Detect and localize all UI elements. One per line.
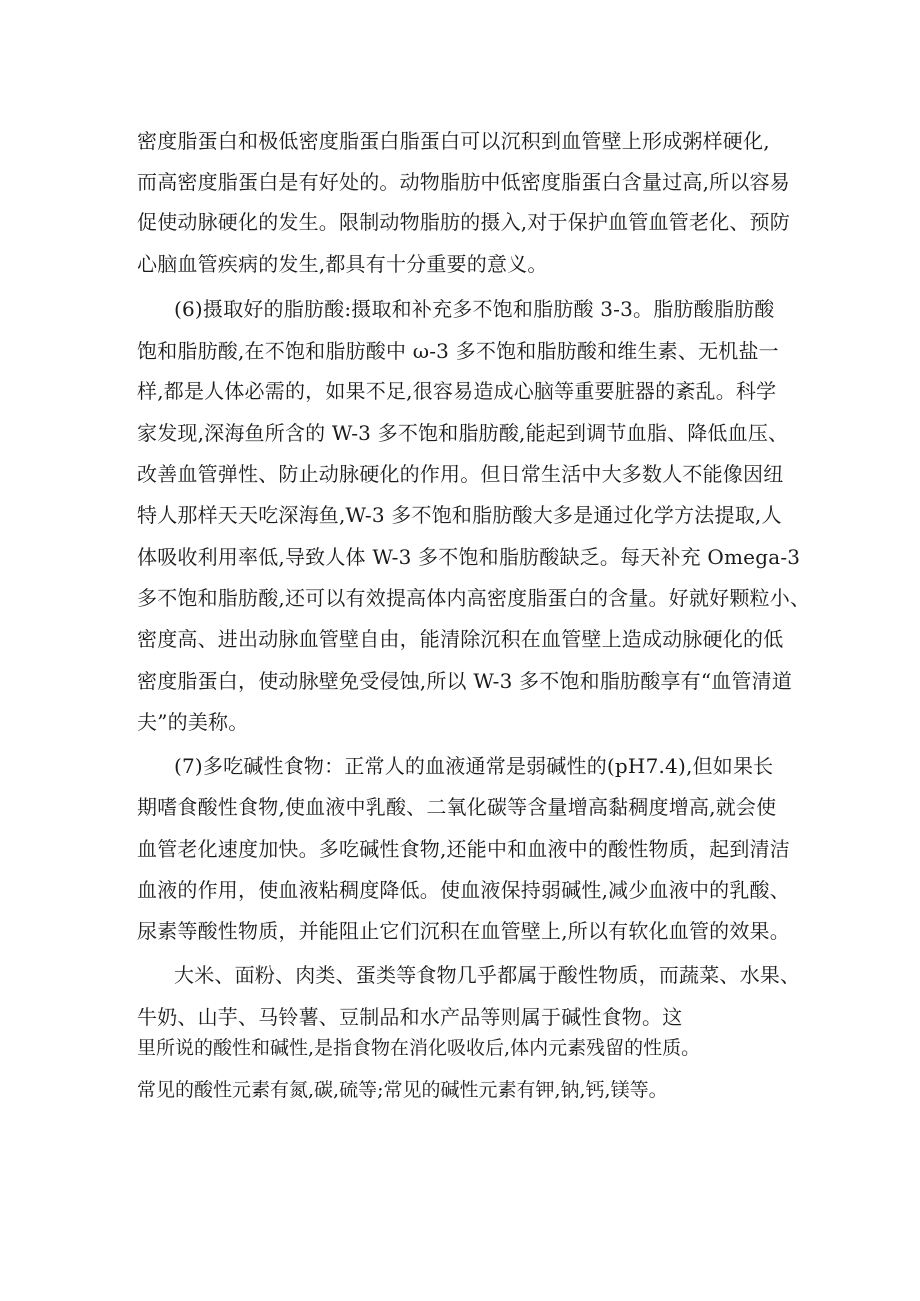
text-line: 家发现,深海鱼所含的 W-3 多不饱和脂肪酸,能起到调节血脂、降低血压、	[137, 421, 789, 445]
text-line: 密度脂蛋白，使动脉壁免受侵蚀,所以 W-3 多不饱和脂肪酸享有“血管清道	[137, 669, 793, 693]
text-line: 期嗜食酸性食物,使血液中乳酸、二氧化碳等含量增高黏稠度增高,就会使	[137, 795, 777, 819]
text-line: 里所说的酸性和碱性,是指食物在消化吸收后,体内元素残留的性质。	[137, 1037, 701, 1059]
text-line: 血管老化速度加快。多吃碱性食物,还能中和血液中的酸性物质，起到清洁	[137, 837, 790, 861]
text-line: 而高密度脂蛋白是有好处的。动物脂肪中低密度脂蛋白含量过高,所以容易	[137, 170, 790, 194]
text-line: 密度脂蛋白和极低密度脂蛋白脂蛋白可以沉积到血管壁上形成粥样硬化,	[137, 129, 770, 153]
text-line: 促使动脉硬化的发生。限制动物脂肪的摄入,对于保护血管血管老化、预防	[137, 210, 790, 234]
text-line: 心脑血管疾病的发生,都具有十分重要的意义。	[137, 252, 548, 276]
text-line: 尿素等酸性物质，并能阻止它们沉积在血管壁上,所以有软化血管的效果。	[137, 919, 790, 943]
text-line: 饱和脂肪酸,在不饱和脂肪酸中 ω-3 多不饱和脂肪酸和维生素、无机盐一	[137, 339, 779, 363]
paragraph-food-start: 大米、面粉、肉类、蛋类等食物几乎都属于酸性物质，而蔬菜、水果、	[174, 963, 801, 987]
text-line: 密度高、进出动脉血管壁自由，能清除沉积在血管壁上造成动脉硬化的低	[137, 627, 784, 651]
text-line: 特人那样天天吃深海鱼,W-3 多不饱和脂肪酸大多是通过化学方法提取,人	[137, 503, 782, 527]
paragraph-7-start: (7)多吃碱性食物：正常人的血液通常是弱碱性的(pH7.4),但如果长	[174, 754, 774, 778]
paragraph-6-start: (6)摄取好的脂肪酸:摄取和补充多不饱和脂肪酸 3-3。脂肪酸脂肪酸	[174, 297, 775, 321]
text-line: 样,都是人体必需的，如果不足,很容易造成心脑等重要脏器的紊乱。科学	[137, 379, 777, 403]
text-line: 牛奶、山芋、马铃薯、豆制品和水产品等则属于碱性食物。这	[137, 1005, 683, 1029]
text-line: 改善血管弹性、防止动脉硬化的作用。但日常生活中大多数人不能像因纽	[137, 462, 784, 486]
text-line: 夫”的美称。	[137, 710, 249, 734]
text-line: 常见的酸性元素有氮,碳,硫等;常见的碱性元素有钾,钠,钙,镁等。	[137, 1079, 668, 1101]
text-line: 体吸收利用率低,导致人体 W-3 多不饱和脂肪酸缺乏。每天补充 Omega-3	[137, 545, 801, 569]
text-line: 血液的作用，使血液粘稠度降低。使血液保持弱碱性,减少血液中的乳酸、	[137, 878, 790, 902]
text-line: 多不饱和脂肪酸,还可以有效提高体内高密度脂蛋白的含量。好就好颗粒小、	[137, 586, 811, 610]
